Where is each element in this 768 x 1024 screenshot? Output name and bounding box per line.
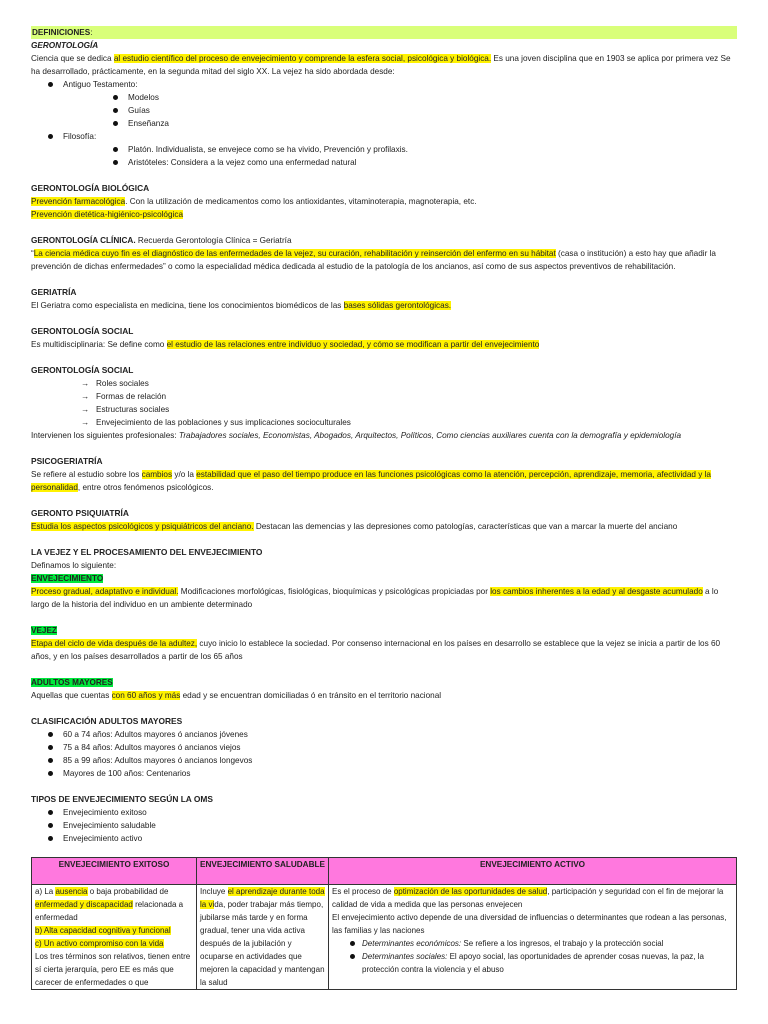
list-item: Modelos bbox=[63, 91, 737, 104]
vejez-intro: Definamos lo siguiente: bbox=[31, 561, 117, 570]
psiquiatria-paragraph: Estudia los aspectos psicológicos y psiquiátricos del anciano. Destacan las demencias y las depresiones como patologías, características que van a marcar la muerte del anciano bbox=[31, 522, 678, 531]
clinica-paragraph: “La ciencia médica cuyo fin es el diagnóstico de las enfermedades de la vejez, su curación, rehabilitación y reinserción del enfermo en su hábitat (casa o institución) a esto hay que añadir la prevención de dichas enfermedades” o como la especialidad médica dedicada al estudio de la patología de los ancianos, así como de sus aspectos preventivos de rehabilitación. bbox=[31, 249, 716, 271]
clinica-heading: GERONTOLOGÍA CLÍNICA. Recuerda Gerontología Clínica = Geriatría bbox=[31, 236, 292, 245]
list-item: Filosofía: Platón. Individualista, se envejece como se ha vivido, Prevención y profilaxis. Aristóteles: Considera a la vejez como una enfermedad natural bbox=[31, 130, 737, 169]
envejecimiento-heading: ENVEJECIMIENTO bbox=[31, 574, 104, 583]
vejez-paragraph: Etapa del ciclo de vida después de la adultez, cuyo inicio lo establece la sociedad. Por consenso internacional en los países en desarrollo se establece que la vejez se inicia a partir de los 60 años, y en los países desarrollados a partir de los 65 años bbox=[31, 639, 721, 661]
adultos-mayores-paragraph: Aquellas que cuentas con 60 años y más edad y se encuentran domiciliadas ó en tránsito en el territorio nacional bbox=[31, 691, 442, 700]
list-item: Determinantes sociales: El apoyo social, las oportunidades de aprender cosas nuevas, la paz, la protección contra la violencia y el abuso bbox=[332, 950, 733, 976]
envejecimiento-table bbox=[31, 857, 737, 990]
clasificacion-list bbox=[31, 728, 737, 780]
table-cell-exitoso: a) La ausencia o baja probabilidad de enfermedad y discapacidad relacionada a enfermedad b) Alta capacidad cognitiva y funcional c) Un activo compromiso con la vida Los tres términos son relativos, tienen entre sí cierta jerarquía, pero EE es más que carecer de enfermedades o que bbox=[32, 885, 197, 990]
table-header-row bbox=[32, 858, 737, 885]
adultos-mayores-heading: ADULTOS MAYORES bbox=[31, 678, 113, 687]
biologica-heading: GERONTOLOGÍA BIOLÓGICA bbox=[31, 183, 150, 193]
gerontologia-paragraph: Ciencia que se dedica al estudio científico del proceso de envejecimiento y comprende la esfera social, psicológica y biológica. Es una joven disciplina que en 1903 se aplica por primera vez Se ha desarrollado, prácticamente, en la segunda mitad del siglo XX. La vejez ha sido abordada desde: bbox=[31, 54, 731, 76]
vejez-subheading: VEJEZ bbox=[31, 626, 57, 635]
profesionales-line: Intervienen los siguientes profesionales: Trabajadores sociales, Economistas, Abogados, Arquitectos, Políticos, Como ciencias auxiliares cuenta con la demografía y epidemiología bbox=[31, 431, 682, 440]
table-row bbox=[32, 885, 737, 990]
document-page bbox=[31, 26, 737, 845]
arrow-icon: → bbox=[81, 379, 90, 388]
list-item: Enseñanza bbox=[63, 117, 737, 130]
list-item: 75 a 84 años: Adultos mayores ó ancianos viejos bbox=[31, 741, 737, 754]
tipos-list bbox=[31, 806, 737, 845]
list-item: Envejecimiento saludable bbox=[31, 819, 737, 832]
social-heading-1: GERONTOLOGÍA SOCIAL bbox=[31, 326, 134, 336]
tipos-heading: TIPOS DE ENVEJECIMIENTO SEGÚN LA OMS bbox=[31, 794, 213, 804]
psicogeriatria-paragraph: Se refiere al estudio sobre los cambios y/o la estabilidad que el paso del tiempo produce en las funciones psicológicas como la atención, percepción, aprendizaje, memoria, afectividad y la personalidad, entre otros fenómenos psicológicos. bbox=[31, 470, 711, 492]
arrow-icon: → bbox=[81, 418, 90, 427]
list-item: Determinantes económicos: Se refiere a los ingresos, el trabajo y la protección social bbox=[332, 937, 733, 950]
table-header-saludable: ENVEJECIMIENTO SALUDABLE bbox=[197, 858, 329, 885]
list-item: Aristóteles: Considera a la vejez como una enfermedad natural bbox=[63, 156, 737, 169]
vejez-heading: LA VEJEZ Y EL PROCESAMIENTO DEL ENVEJECIMIENTO bbox=[31, 547, 263, 557]
list-item: 85 a 99 años: Adultos mayores ó ancianos longevos bbox=[31, 754, 737, 767]
list-item: Antiguo Testamento: Modelos Guías Enseñanza bbox=[31, 78, 737, 130]
arrow-icon: → bbox=[81, 405, 90, 414]
table-cell-activo: Es el proceso de optimización de las oportunidades de salud, participación y seguridad con el fin de mejorar la calidad de vida a medida que las personas envejecen El envejecimiento activo depende de una diversidad de influencias o determinantes que rodean a las personas, las familias y las naciones Determinantes económicos: Se refiere a los ingresos, el trabajo y la protección social Determinantes sociales: El apoyo social, las oportunidades de aprender cosas nuevas, la paz, la protección contra la violencia y el abuso bbox=[329, 885, 737, 990]
social-paragraph: Es multidisciplinaria: Se define como el estudio de las relaciones entre individuo y sociedad, y cómo se modifican a partir del envejecimiento bbox=[31, 340, 540, 349]
social-arrow-list bbox=[31, 377, 737, 429]
list-item: Envejecimiento exitoso bbox=[31, 806, 737, 819]
list-item: Guías bbox=[63, 104, 737, 117]
envejecimiento-paragraph: Proceso gradual, adaptativo e individual. Modificaciones morfológicas, fisiológicas, bioquímicas y psicológicas propiciadas por los cambios inherentes a la edad y al desgaste acumulado a lo largo de la historia del individuo en un ambiente determinado bbox=[31, 587, 719, 609]
gerontologia-list bbox=[31, 78, 737, 169]
list-item: → Envejecimiento de las poblaciones y sus implicaciones socioculturales bbox=[81, 418, 351, 427]
table-cell-saludable: Incluye el aprendizaje durante toda la vida, poder trabajar más tiempo, jubilarse más tarde y en forma gradual, tener una vida activa después de la jubilación y ocuparse en actividades que mejoren la capacidad y mantengan la salud bbox=[197, 885, 329, 990]
list-item: Platón. Individualista, se envejece como se ha vivido, Prevención y profilaxis. bbox=[63, 143, 737, 156]
definiciones-heading: DEFINICIONES: bbox=[31, 26, 737, 39]
table-header-activo: ENVEJECIMIENTO ACTIVO bbox=[329, 858, 737, 885]
list-item: 60 a 74 años: Adultos mayores ó ancianos jóvenes bbox=[31, 728, 737, 741]
list-item: → Formas de relación bbox=[81, 392, 167, 401]
biologica-line-1: Prevención farmacológica. Con la utilización de medicamentos como los antioxidantes, vitaminoterapia, magnoterapia, etc. bbox=[31, 197, 477, 206]
list-item: Mayores de 100 años: Centenarios bbox=[31, 767, 737, 780]
list-item: → Estructuras sociales bbox=[81, 405, 170, 414]
psiquiatria-heading: GERONTO PSIQUIATRÍA bbox=[31, 508, 129, 518]
gerontologia-heading: GERONTOLOGÍA bbox=[31, 41, 99, 50]
list-item: → Roles sociales bbox=[81, 379, 149, 388]
geriatria-paragraph: El Geriatra como especialista en medicina, tiene los conocimientos biomédicos de las bases sólidas gerontológicas. bbox=[31, 301, 452, 310]
clasificacion-heading: CLASIFICACIÓN ADULTOS MAYORES bbox=[31, 716, 183, 726]
biologica-line-2: Prevención dietética-higiénico-psicológica bbox=[31, 210, 184, 219]
psicogeriatria-heading: PSICOGERIATRÍA bbox=[31, 456, 103, 466]
arrow-icon: → bbox=[81, 392, 90, 401]
table-header-exitoso: ENVEJECIMIENTO EXITOSO bbox=[32, 858, 197, 885]
social-heading-2: GERONTOLOGÍA SOCIAL bbox=[31, 365, 134, 375]
geriatria-heading: GERIATRÍA bbox=[31, 287, 77, 297]
list-item: Envejecimiento activo bbox=[31, 832, 737, 845]
